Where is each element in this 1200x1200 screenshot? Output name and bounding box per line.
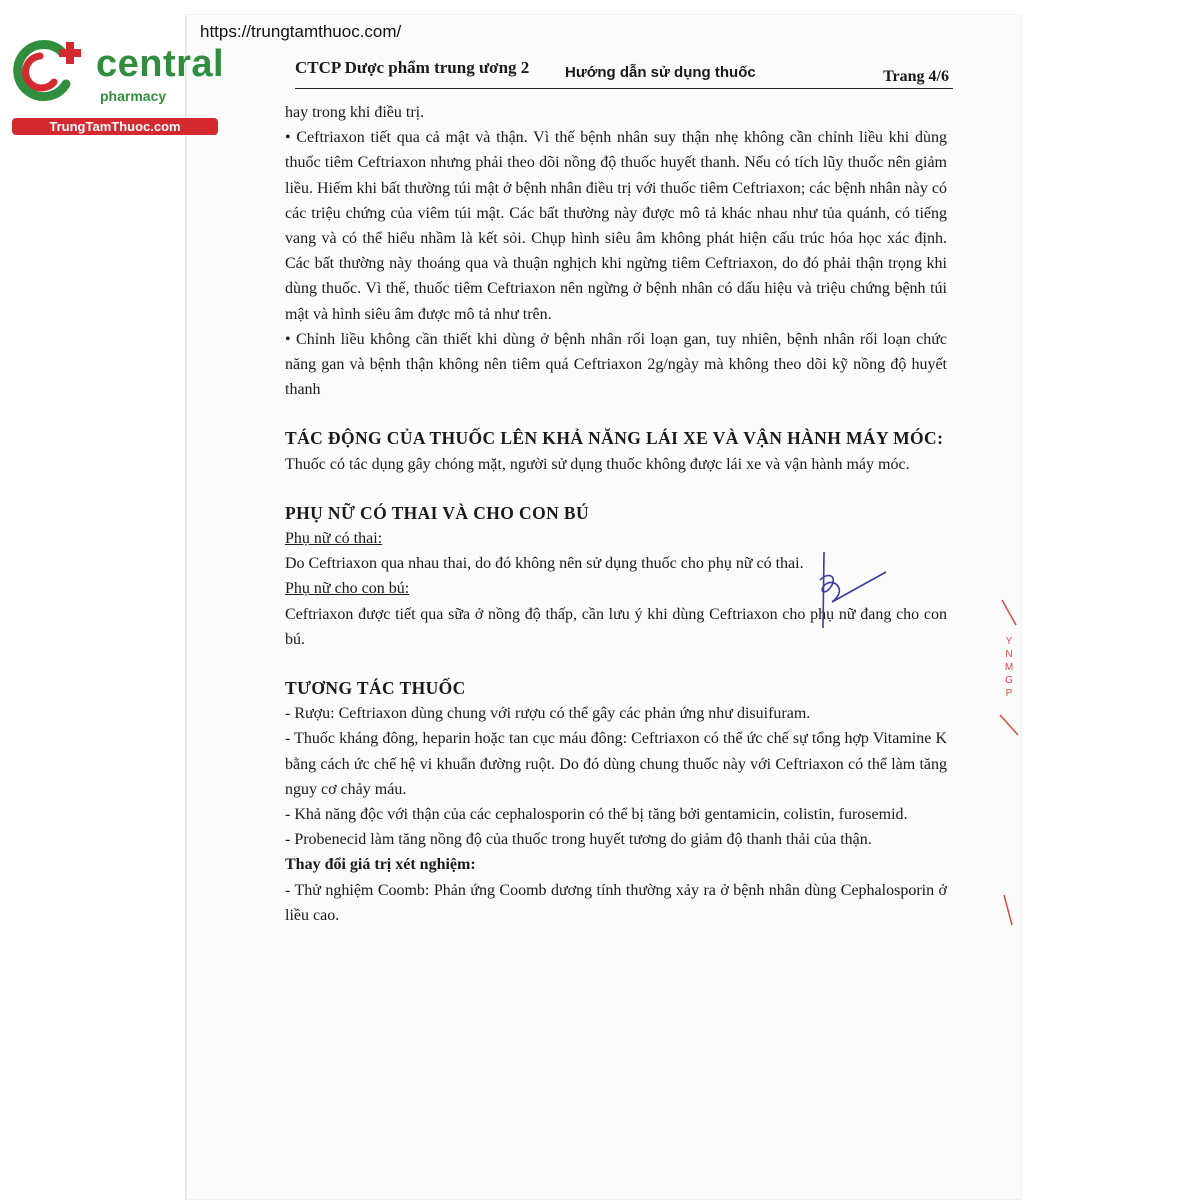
stamp-letters: Y N M G P: [1004, 636, 1014, 699]
document-body: [285, 100, 947, 928]
page-number: Trang 4/6: [883, 68, 949, 85]
list-item: - Probenecid làm tăng nồng độ của thuốc trong huyết tương do giảm độ thanh thải của thận.: [285, 831, 872, 849]
section-heading-lab-tests: Thay đổi giá trị xét nghiệm:: [285, 856, 476, 874]
logo-brand-text: central: [96, 43, 225, 85]
logo-sub-text: pharmacy: [100, 88, 167, 104]
text-breastfeeding: Ceftriaxon được tiết qua sữa ở nồng độ thấp, cần lưu ý khi dùng Ceftriaxon cho phụ nữ đang cho con bú.: [285, 605, 947, 648]
pharmacy-cross-logo-icon: [10, 38, 90, 104]
list-item: - Thuốc kháng đông, heparin hoặc tan cục máu đông: Ceftriaxon có thể ức chế sự tổng hợp Vitamine K bằng cách ức chế hệ vi khuẩn đường ruột. Do đó dùng chung thuốc này với Ceftriaxon có thể làm tăng nguy cơ chảy máu.: [285, 730, 947, 798]
list-item: - Rượu: Ceftriaxon dùng chung với rượu có thể gây các phản ứng như disuifuram.: [285, 705, 811, 723]
text-pregnant: Do Ceftriaxon qua nhau thai, do đó không nên sử dụng thuốc cho phụ nữ có thai.: [285, 555, 804, 573]
central-pharmacy-logo[interactable]: [10, 38, 225, 138]
bullet-paragraph: • Chỉnh liều không cần thiết khi dùng ở bệnh nhân rối loạn gan, tuy nhiên, bệnh nhân rối loạn chức năng gan và bệnh thận không nên tiêm quá Ceftriaxon 2g/ngày mà không theo dõi kỹ nồng độ huyết thanh: [285, 330, 947, 399]
document-header: [295, 58, 953, 89]
continued-text: hay trong khi điều trị.: [285, 104, 425, 121]
subheading-pregnant: Phụ nữ có thai:: [285, 530, 383, 548]
list-item: - Thử nghiệm Coomb: Phản ứng Coomb dương tính thường xảy ra ở bệnh nhân dùng Cephalosporin ở liều cao.: [285, 881, 947, 924]
logo-site-badge: TrungTamThuoc.com: [12, 118, 218, 135]
bullet-paragraph: • Ceftriaxon tiết qua cả mật và thận. Vì thế bệnh nhân suy thận nhẹ không cần chỉnh liều khi dùng thuốc tiêm Ceftriaxon nhưng phải theo dõi nồng độ thuốc huyết thanh. Nếu có tích lũy thuốc nên giảm liều. Hiếm khi bất thường túi mật ở bệnh nhân điều trị với thuốc tiêm Ceftriaxon; các bệnh nhân này có các triệu chứng của viêm túi mật. Các bất thường này được mô tả khác nhau như tủa quánh, có tiếng vang và có thể hiểu nhầm là kết sỏi. Chụp hình siêu âm không phát hiện cấu trúc hóa học xác định. Các bất thường này thoáng qua và thuận nghịch khi ngừng tiêm Ceftriaxon, do đó phải thận trọng khi dùng thuốc. Vì thế, thuốc tiêm Ceftriaxon nên ngừng ở bệnh nhân có dấu hiệu và triệu chứng bệnh túi mật và hình siêu âm được mô tả như trên.: [285, 129, 947, 323]
section-heading-interactions: TƯƠNG TÁC THUỐC: [285, 678, 466, 699]
document-title: Hướng dẫn sử dụng thuốc: [565, 64, 756, 81]
section-heading-driving: TÁC ĐỘNG CỦA THUỐC LÊN KHẢ NĂNG LÁI XE VÀ VẬN HÀNH MÁY MÓC:: [285, 428, 944, 449]
subheading-breastfeeding: Phụ nữ cho con bú:: [285, 580, 410, 598]
list-item: - Khả năng độc với thận của các cephalosporin có thể bị tăng bởi gentamicin, colistin, furosemid.: [285, 806, 908, 824]
company-name: CTCP Dược phẩm trung ương 2: [295, 58, 530, 77]
red-stamp-edge: [996, 595, 1020, 935]
section-heading-pregnancy: PHỤ NỮ CÓ THAI VÀ CHO CON BÚ: [285, 502, 590, 523]
signature-icon: [808, 550, 888, 630]
watermark-url[interactable]: https://trungtamthuoc.com/: [200, 22, 402, 41]
section-text-driving: Thuốc có tác dụng gây chóng mặt, người sử dụng thuốc không được lái xe và vận hành máy móc.: [285, 455, 910, 473]
